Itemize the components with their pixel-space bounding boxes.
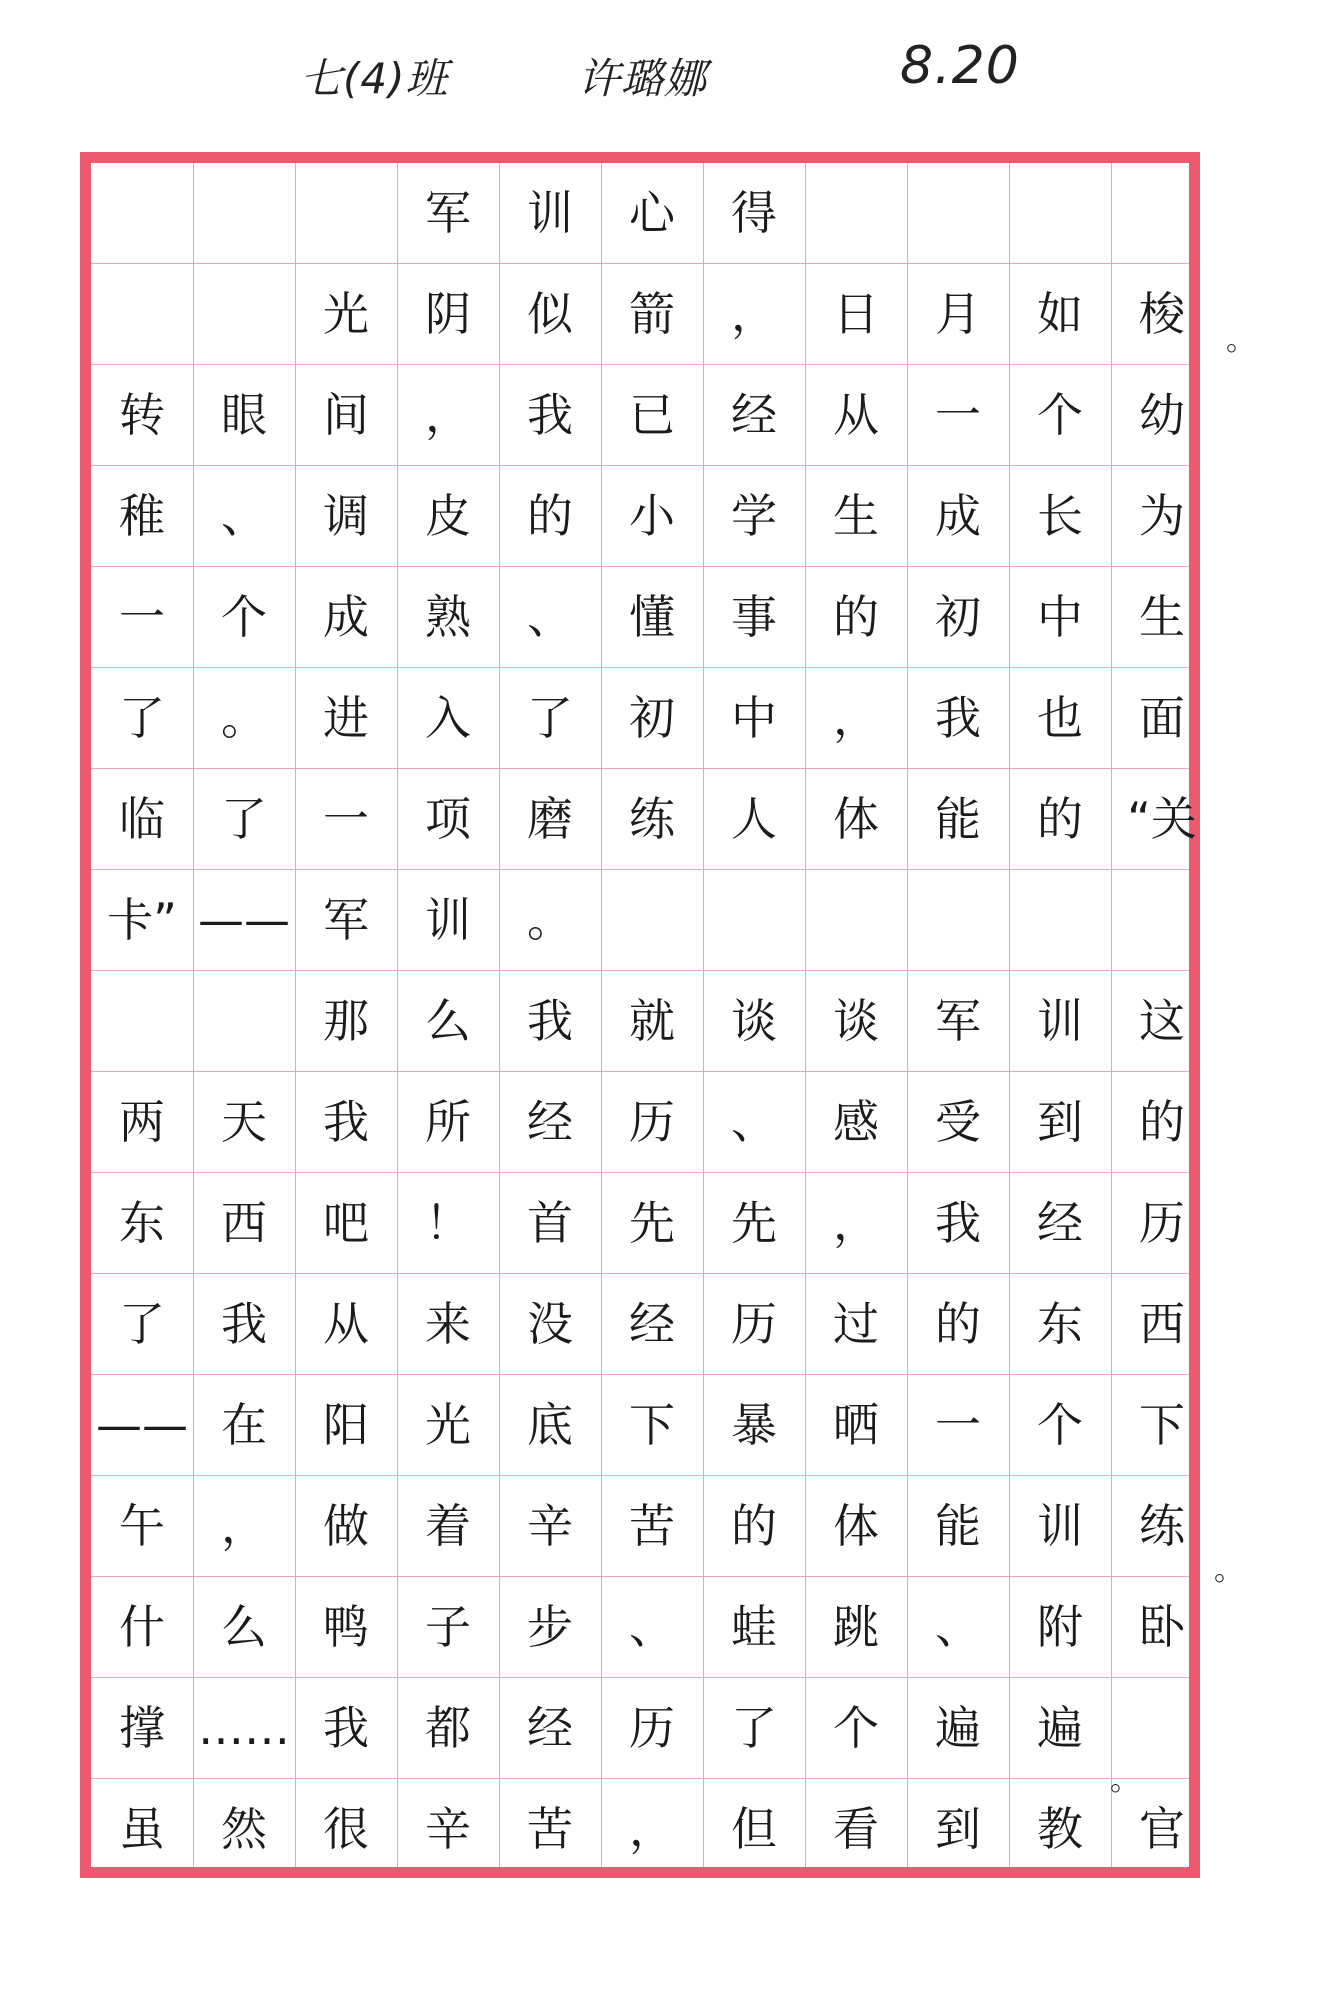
grid-cell: 那 [323, 994, 369, 1048]
grid-cell: 光 [425, 1398, 471, 1452]
grid-row [91, 567, 1189, 668]
grid-cell: ， [221, 1499, 267, 1553]
grid-cell: 跳 [833, 1600, 879, 1654]
grid-cell: 两 [119, 1095, 165, 1149]
grid-cell: 稚 [119, 489, 165, 543]
grid-cell: …… [198, 1701, 290, 1755]
grid-cell: 转 [119, 388, 165, 442]
grid-cell: 先 [629, 1196, 675, 1250]
grid-row [91, 870, 1189, 971]
grid-cell: 来 [425, 1297, 471, 1351]
grid-cell: 卧 [1139, 1600, 1185, 1654]
grid-cell: 晒 [833, 1398, 879, 1452]
grid-cell: 先 [731, 1196, 777, 1250]
grid-cell: 做 [323, 1499, 369, 1553]
grid-cell: 人 [731, 792, 777, 846]
grid-cell: 中 [731, 691, 777, 745]
grid-cell: —— [198, 893, 290, 947]
page-header [0, 30, 1336, 120]
grid-cell: 首 [527, 1196, 573, 1250]
grid-cell: 历 [629, 1095, 675, 1149]
grid-cell: 中 [1037, 590, 1083, 644]
grid-cell: ， [425, 388, 471, 442]
grid-cell: 眼 [221, 388, 267, 442]
grid-cell: 军 [935, 994, 981, 1048]
grid-cell: 谈 [731, 994, 777, 1048]
grid-cell: 附 [1037, 1600, 1083, 1654]
grid-cell [1009, 870, 1111, 970]
grid-cell: 底 [527, 1398, 573, 1452]
grid-cell: 心 [629, 186, 675, 240]
grid-cell: 成 [323, 590, 369, 644]
grid-cell [295, 163, 397, 263]
grid-cell: ， [833, 1196, 879, 1250]
grid-cell: 为 [1139, 489, 1185, 543]
grid-cell: 成 [935, 489, 981, 543]
grid-cell [193, 971, 295, 1071]
grid-row [91, 163, 1189, 264]
grid-cell: 间 [323, 388, 369, 442]
grid-cell: 初 [629, 691, 675, 745]
grid-cell: 么 [425, 994, 471, 1048]
grid-cell: 遍 [1037, 1701, 1083, 1755]
grid-cell: 磨 [527, 792, 573, 846]
grid-cell: 所 [425, 1095, 471, 1149]
grid-cell: 东 [1037, 1297, 1083, 1351]
grid-cell: 苦 [527, 1802, 573, 1856]
grid-cell: 经 [527, 1701, 573, 1755]
grid-cell: 着 [425, 1499, 471, 1553]
grid-cell: 日 [833, 287, 879, 341]
grid-cell: 卡” [107, 893, 177, 947]
grid-cell: 在 [221, 1398, 267, 1452]
grid-cell: 的 [527, 489, 573, 543]
grid-cell: ， [731, 287, 777, 341]
grid-row [91, 1274, 1189, 1375]
grid-cell: 懂 [629, 590, 675, 644]
grid-cell: 然 [221, 1802, 267, 1856]
grid-cell: 都 [425, 1701, 471, 1755]
grid-cell: 入 [425, 691, 471, 745]
grid-cell: 的 [935, 1297, 981, 1351]
grid-row [91, 1678, 1189, 1779]
grid-cell: 训 [527, 186, 573, 240]
grid-cell: 我 [935, 1196, 981, 1250]
grid-cell: 西 [1139, 1297, 1185, 1351]
grid-cell: 很 [323, 1802, 369, 1856]
grid-cell: 了 [731, 1701, 777, 1755]
grid-cell: ， [833, 691, 879, 745]
grid-cell: 事 [731, 590, 777, 644]
grid-cell: 过 [833, 1297, 879, 1351]
grid-cell [193, 264, 295, 364]
grid-cell: “关 [1127, 792, 1197, 846]
grid-row [91, 1173, 1189, 1274]
grid-cell [91, 971, 193, 1071]
grid-cell [805, 870, 907, 970]
grid-row [91, 264, 1189, 365]
grid-cell [91, 163, 193, 263]
grid-cell: 幼 [1139, 388, 1185, 442]
grid-cell: 一 [935, 388, 981, 442]
grid-cell: 子 [425, 1600, 471, 1654]
grid-cell [601, 870, 703, 970]
grid-cell [91, 264, 193, 364]
grid-row [91, 365, 1189, 466]
grid-cell: 长 [1037, 489, 1083, 543]
grid-cell: 了 [221, 792, 267, 846]
grid-cell: 一 [935, 1398, 981, 1452]
grid-cell: 、 [935, 1600, 981, 1654]
grid-cell: 初 [935, 590, 981, 644]
grid-cell [703, 870, 805, 970]
grid-cell: 似 [527, 287, 573, 341]
grid-cell: 生 [833, 489, 879, 543]
grid-cell: 箭 [629, 287, 675, 341]
grid-cell: 的 [731, 1499, 777, 1553]
grid-cell: 得 [731, 186, 777, 240]
grid-cell: 苦 [629, 1499, 675, 1553]
grid-cell: 个 [833, 1701, 879, 1755]
grid-cell: 午 [119, 1499, 165, 1553]
grid-row [91, 466, 1189, 567]
essay-date: 8.20 [900, 36, 1020, 96]
grid-cell: 我 [527, 388, 573, 442]
grid-cell: 步 [527, 1600, 573, 1654]
grid-cell: 虽 [119, 1802, 165, 1856]
grid-cell: 梭 [1139, 287, 1185, 341]
grid-cell [1111, 870, 1213, 970]
grid-cell: 调 [323, 489, 369, 543]
grid-cell: 我 [527, 994, 573, 1048]
grid-cell: 官 [1139, 1802, 1185, 1856]
grid-cell: 么 [221, 1600, 267, 1654]
grid-cell: 经 [1037, 1196, 1083, 1250]
grid-cell: 训 [1037, 1499, 1083, 1553]
grid-cell: 天 [221, 1095, 267, 1149]
grid-cell: 能 [935, 1499, 981, 1553]
grid-cell: 能 [935, 792, 981, 846]
grid-cell: 个 [221, 590, 267, 644]
grid-cell [1111, 163, 1213, 263]
grid-cell: 项 [425, 792, 471, 846]
grid-cell: 我 [935, 691, 981, 745]
grid-cell: 教 [1037, 1802, 1083, 1856]
grid-cell: 一 [323, 792, 369, 846]
grid-cell: 阳 [323, 1398, 369, 1452]
grid-cell: 。 [221, 691, 267, 745]
grid-cell: 经 [731, 388, 777, 442]
grid-cell: 已 [629, 388, 675, 442]
grid-cell: 军 [425, 186, 471, 240]
grid-cell: 暴 [731, 1398, 777, 1452]
grid-cell [1009, 163, 1111, 263]
grid-cell: 如 [1037, 287, 1083, 341]
grid-cell: 吧 [323, 1196, 369, 1250]
grid-cell: —— [96, 1398, 188, 1452]
grid-cell: 下 [629, 1398, 675, 1452]
grid-cell: 蛙 [731, 1600, 777, 1654]
character-grid [91, 163, 1197, 1867]
grid-cell: 鸭 [323, 1600, 369, 1654]
grid-cell [805, 163, 907, 263]
grid-cell: 了 [527, 691, 573, 745]
grid-cell: 临 [119, 792, 165, 846]
student-name: 许璐娜 [578, 54, 708, 103]
grid-cell: 历 [629, 1701, 675, 1755]
grid-cell: 一 [119, 590, 165, 644]
grid-cell: 从 [323, 1297, 369, 1351]
grid-cell: 训 [425, 893, 471, 947]
grid-cell: 我 [323, 1095, 369, 1149]
grid-cell: 个 [1037, 1398, 1083, 1452]
grid-cell [907, 870, 1009, 970]
grid-cell: 下 [1139, 1398, 1185, 1452]
grid-row [91, 1375, 1189, 1476]
margin-mark: 。 [1214, 1553, 1244, 1588]
grid-cell: 受 [935, 1095, 981, 1149]
grid-cell: 辛 [527, 1499, 573, 1553]
grid-paper [80, 152, 1200, 1878]
grid-row [91, 1779, 1189, 1880]
grid-cell: 什 [119, 1600, 165, 1654]
grid-cell: 历 [1139, 1196, 1185, 1250]
grid-cell: 了 [119, 1297, 165, 1351]
class-label: 七(4)班 [300, 54, 449, 103]
grid-cell: 的 [1139, 1095, 1185, 1149]
grid-cell: 小 [629, 489, 675, 543]
grid-cell: 练 [629, 792, 675, 846]
grid-cell: 、 [731, 1095, 777, 1149]
grid-cell: 了 [119, 691, 165, 745]
grid-cell: 经 [629, 1297, 675, 1351]
grid-cell: 没 [527, 1297, 573, 1351]
grid-row [91, 1577, 1189, 1678]
grid-cell: 月 [935, 287, 981, 341]
grid-cell: 谈 [833, 994, 879, 1048]
grid-row [91, 668, 1189, 769]
grid-cell: 军 [323, 893, 369, 947]
grid-cell: 历 [731, 1297, 777, 1351]
grid-cell: 辛 [425, 1802, 471, 1856]
grid-cell: 也 [1037, 691, 1083, 745]
grid-cell: 、 [221, 489, 267, 543]
grid-cell: 我 [323, 1701, 369, 1755]
grid-cell: 感 [833, 1095, 879, 1149]
margin-mark: 。 [1110, 1763, 1140, 1798]
grid-cell: 训 [1037, 994, 1083, 1048]
grid-row [91, 971, 1189, 1072]
grid-cell: 光 [323, 287, 369, 341]
grid-cell: 经 [527, 1095, 573, 1149]
grid-cell [193, 163, 295, 263]
grid-row [91, 1072, 1189, 1173]
grid-cell: 从 [833, 388, 879, 442]
grid-cell: 个 [1037, 388, 1083, 442]
grid-cell: 、 [629, 1600, 675, 1654]
grid-cell: ！ [425, 1196, 471, 1250]
grid-row [91, 769, 1197, 870]
grid-cell: 到 [935, 1802, 981, 1856]
grid-cell: 西 [221, 1196, 267, 1250]
grid-cell: 东 [119, 1196, 165, 1250]
grid-cell: 熟 [425, 590, 471, 644]
grid-cell: 皮 [425, 489, 471, 543]
grid-cell: 学 [731, 489, 777, 543]
grid-cell: 、 [527, 590, 573, 644]
grid-cell: 的 [833, 590, 879, 644]
grid-cell: 我 [221, 1297, 267, 1351]
grid-cell: 的 [1037, 792, 1083, 846]
grid-cell: 阴 [425, 287, 471, 341]
grid-row [91, 1476, 1189, 1577]
grid-cell: ， [629, 1802, 675, 1856]
grid-cell: 撑 [119, 1701, 165, 1755]
grid-cell: 体 [833, 1499, 879, 1553]
grid-cell: 但 [731, 1802, 777, 1856]
margin-mark: 。 [1226, 323, 1256, 358]
grid-cell: 到 [1037, 1095, 1083, 1149]
grid-cell: 看 [833, 1802, 879, 1856]
grid-cell: 生 [1139, 590, 1185, 644]
grid-cell: 就 [629, 994, 675, 1048]
grid-cell [907, 163, 1009, 263]
grid-cell: 练 [1139, 1499, 1185, 1553]
grid-cell: 进 [323, 691, 369, 745]
grid-cell: 这 [1139, 994, 1185, 1048]
grid-cell: 遍 [935, 1701, 981, 1755]
grid-cell: 体 [833, 792, 879, 846]
grid-cell: 面 [1139, 691, 1185, 745]
grid-cell: 。 [527, 893, 573, 947]
